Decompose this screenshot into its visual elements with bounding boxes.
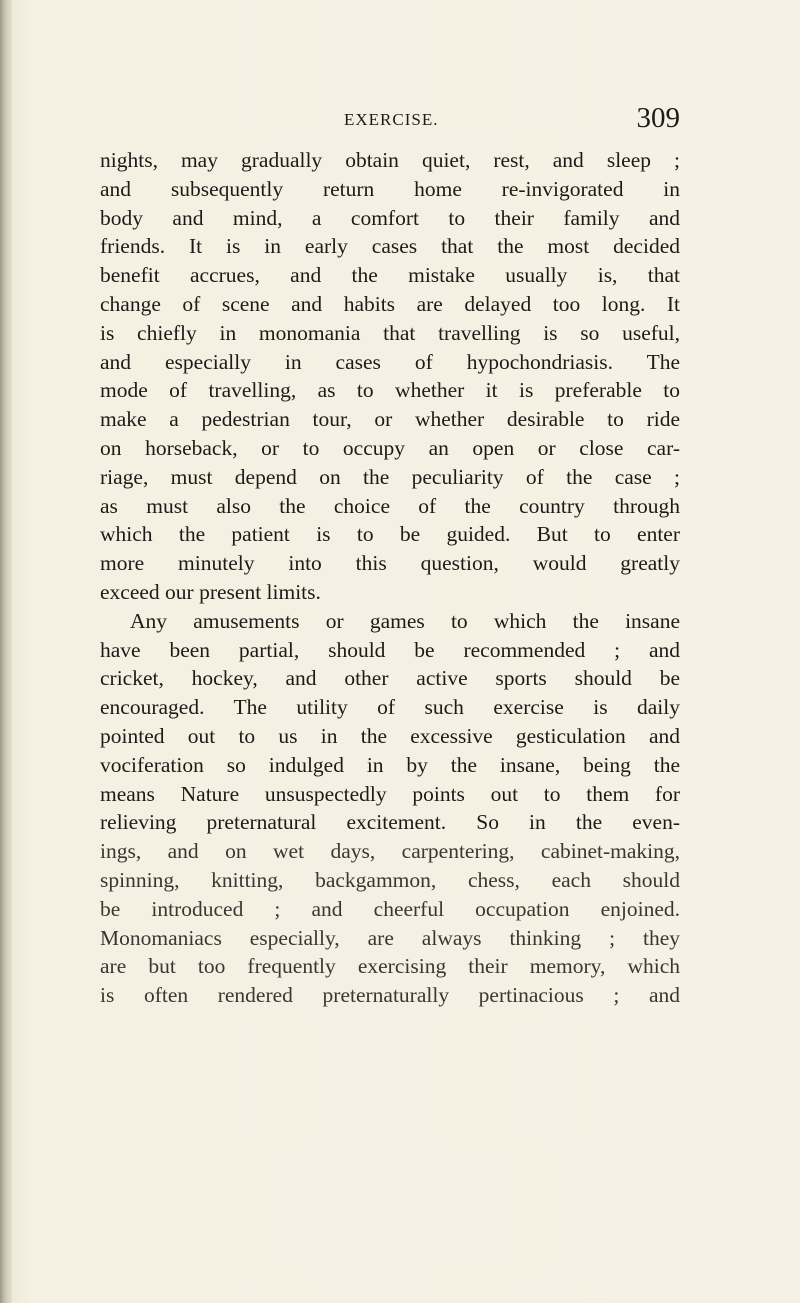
text-line: and especially in cases of hypochondriasis. The (100, 349, 680, 374)
text-line: benefit accrues, and the mistake usually is, that (100, 263, 680, 288)
text-line: are but too frequently exercising their memory, which (100, 954, 680, 979)
paragraph-first-line: Any amusements or games to which the insane (130, 608, 680, 633)
text-line: have been partial, should be recommended ; and (100, 637, 680, 662)
text-line: encouraged. The utility of such exercise is daily (100, 695, 680, 720)
text-line: ings, and on wet days, carpentering, cabinet-making, (100, 839, 680, 864)
page-binding-edge (0, 0, 12, 1303)
text-line: cricket, hockey, and other active sports should be (100, 666, 680, 691)
text-line: nights, may gradually obtain quiet, rest, and sleep ; (100, 148, 680, 172)
text-line: body and mind, a comfort to their family and (100, 205, 680, 230)
text-line: mode of travelling, as to whether it is preferable to (100, 378, 680, 403)
text-line: and subsequently return home re-invigorated in (100, 176, 680, 201)
text-line: on horseback, or to occupy an open or close car- (100, 435, 680, 460)
text-line: more minutely into this question, would greatly (100, 551, 680, 576)
text-line: pointed out to us in the excessive gesticulation and (100, 723, 680, 748)
text-line: spinning, knitting, backgammon, chess, each should (100, 867, 680, 892)
text-line: which the patient is to be guided. But to enter (100, 522, 680, 547)
text-line: means Nature unsuspectedly points out to them for (100, 781, 680, 806)
body-text (100, 146, 680, 1010)
text-line: be introduced ; and cheerful occupation enjoined. (100, 896, 680, 921)
page-number: 309 (636, 102, 680, 134)
text-line: vociferation so indulged in by the insane, being the (100, 752, 680, 777)
text-line: is chiefly in monomania that travelling is so useful, (100, 320, 680, 345)
text-line: Monomaniacs especially, are always thinking ; they (100, 925, 680, 950)
text-line: is often rendered preternaturally pertinacious ; and (100, 983, 680, 1008)
text-line: change of scene and habits are delayed too long. It (100, 291, 680, 316)
text-line: relieving preternatural excitement. So in the even- (100, 810, 680, 835)
text-line: make a pedestrian tour, or whether desirable to ride (100, 407, 680, 432)
text-line: riage, must depend on the peculiarity of the case ; (100, 464, 680, 489)
running-title: EXERCISE. (344, 110, 439, 129)
text-line: friends. It is in early cases that the most decided (100, 234, 680, 259)
page-header (100, 100, 680, 140)
paragraph-last-line: exceed our present limits. (100, 579, 321, 604)
text-line: as must also the choice of the country through (100, 493, 680, 518)
